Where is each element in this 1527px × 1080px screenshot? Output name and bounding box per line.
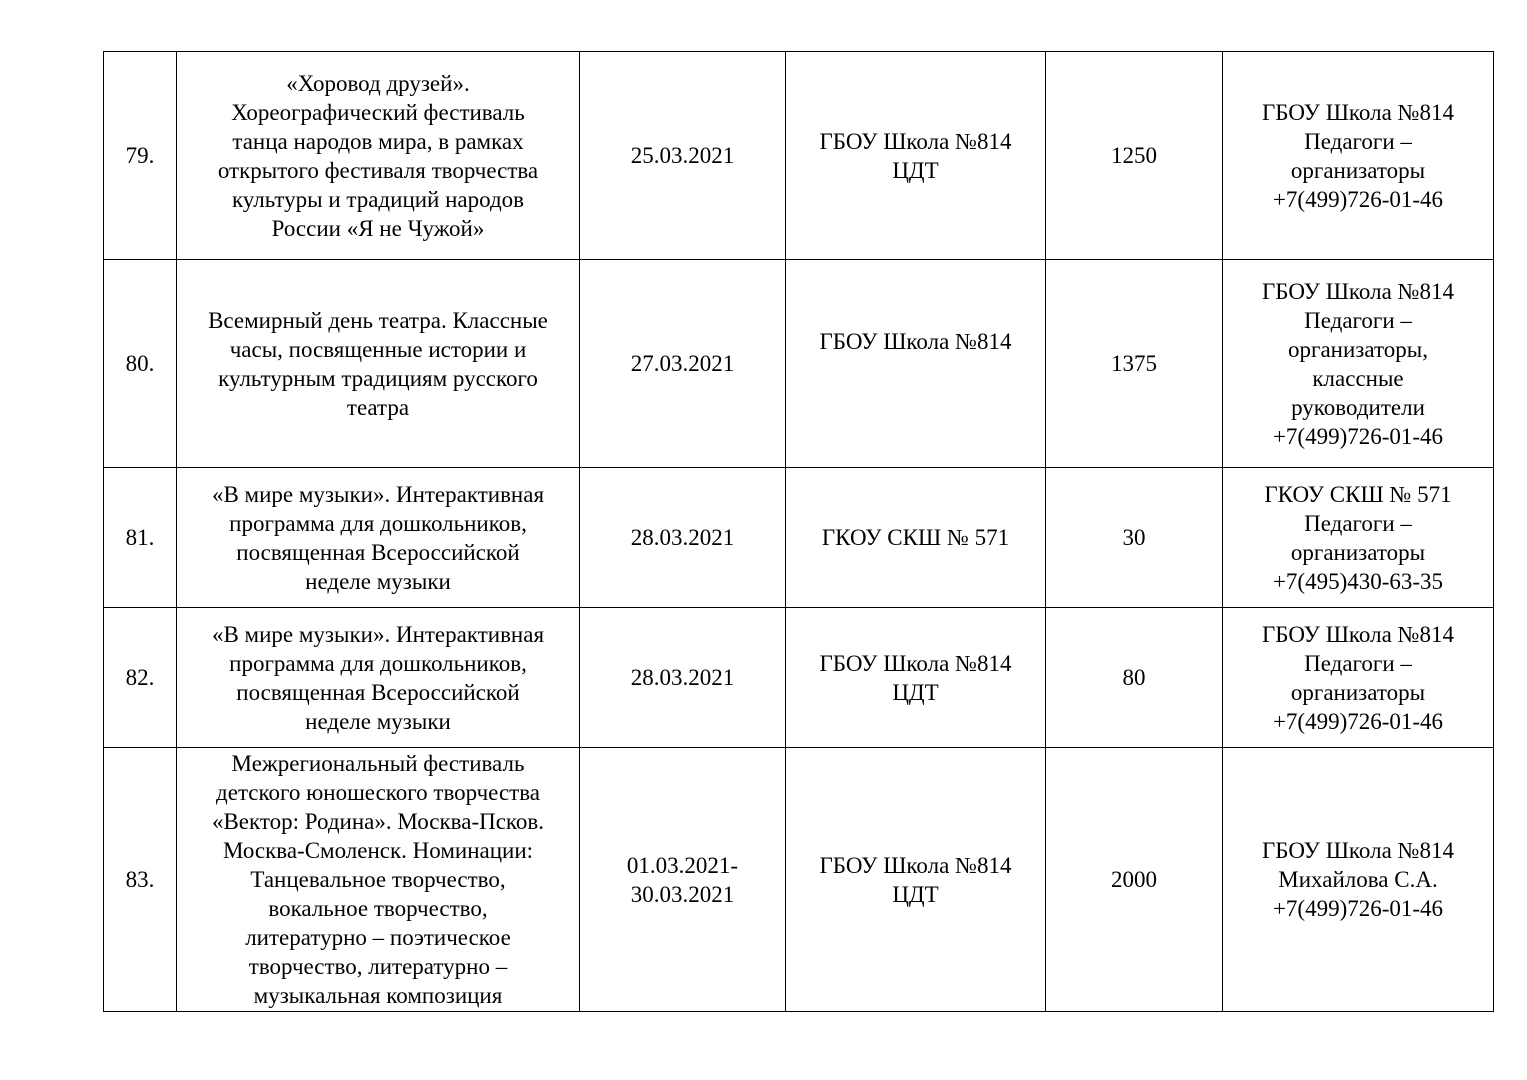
place-cell [786,468,1046,608]
event-cell [177,468,580,608]
row-number-cell [104,260,177,468]
event-place: ГБОУ Школа №814 ЦДТ [819,650,1012,705]
place-cell [786,52,1046,260]
participant-count: 30 [1122,525,1146,550]
event-description: Межрегиональный фестиваль детского юношеского творчества «Вектор: Родина». Москва-Псков. Москва-Смоленск. Номинации: Танцевальное творчество, вокальное творчество, литературно – поэтическое творчество, литературно – музыкальная композиция [211,751,545,1008]
document-page [103,51,1493,1012]
date-cell [580,748,786,1012]
place-cell [786,260,1046,468]
event-cell [177,260,580,468]
count-cell [1046,260,1223,468]
event-cell [177,608,580,748]
responsible-cell [1223,260,1494,468]
participant-count: 1375 [1111,351,1157,376]
event-cell [177,52,580,260]
place-cell [786,608,1046,748]
responsible-contact: ГБОУ Школа №814 Педагоги – организаторы +7(499)726-01-46 [1262,99,1454,212]
date-cell [580,468,786,608]
event-date: 25.03.2021 [630,143,735,168]
event-date: 01.03.2021- 30.03.2021 [626,852,739,907]
responsible-cell [1223,608,1494,748]
table-row [104,468,1494,608]
row-number-cell [104,52,177,260]
count-cell [1046,608,1223,748]
count-cell [1046,468,1223,608]
row-number: 82. [125,665,155,690]
row-number-cell [104,608,177,748]
event-description: «В мире музыки». Интерактивная программа для дошкольников, посвященная Всероссийской неделе музыки [211,621,545,734]
event-place: ГБОУ Школа №814 ЦДТ [819,852,1012,907]
responsible-cell [1223,748,1494,1012]
date-cell [580,608,786,748]
row-number-cell [104,468,177,608]
responsible-contact: ГБОУ Школа №814 Педагоги – организаторы, классные руководители +7(499)726-01-46 [1262,278,1454,449]
event-cell [177,748,580,1012]
event-place: ГБОУ Школа №814 ЦДТ [819,128,1012,183]
event-date: 27.03.2021 [630,351,735,376]
row-number: 83. [125,867,155,892]
event-place: ГБОУ Школа №814 [819,329,1012,354]
event-date: 28.03.2021 [630,665,735,690]
event-description: Всемирный день театра. Классные часы, посвященные истории и культурным традициям русского театра [208,307,548,420]
responsible-contact: ГБОУ Школа №814 Михайлова С.А. +7(499)726-01-46 [1262,838,1454,921]
event-place: ГКОУ СКШ № 571 [821,525,1010,550]
event-description: «В мире музыки». Интерактивная программа для дошкольников, посвященная Всероссийской неделе музыки [211,481,545,594]
responsible-contact: ГКОУ СКШ № 571 Педагоги – организаторы +7(495)430-63-35 [1264,481,1452,594]
event-date: 28.03.2021 [630,525,735,550]
place-cell [786,748,1046,1012]
table-row [104,608,1494,748]
participant-count: 2000 [1111,867,1157,892]
row-number: 80. [125,351,155,376]
table-row [104,52,1494,260]
responsible-cell [1223,52,1494,260]
count-cell [1046,52,1223,260]
date-cell [580,52,786,260]
row-number: 81. [125,525,155,550]
event-description: «Хоровод друзей». Хореографический фестиваль танца народов мира, в рамках открытого фестиваля творчества культуры и традиций народов России «Я не Чужой» [217,70,539,241]
table-row [104,748,1494,1012]
count-cell [1046,748,1223,1012]
table-row [104,260,1494,468]
responsible-cell [1223,468,1494,608]
date-cell [580,260,786,468]
participant-count: 80 [1122,665,1146,690]
row-number-cell [104,748,177,1012]
events-table [103,51,1494,1012]
row-number: 79. [125,143,155,168]
participant-count: 1250 [1111,143,1157,168]
responsible-contact: ГБОУ Школа №814 Педагоги – организаторы +7(499)726-01-46 [1262,621,1454,734]
